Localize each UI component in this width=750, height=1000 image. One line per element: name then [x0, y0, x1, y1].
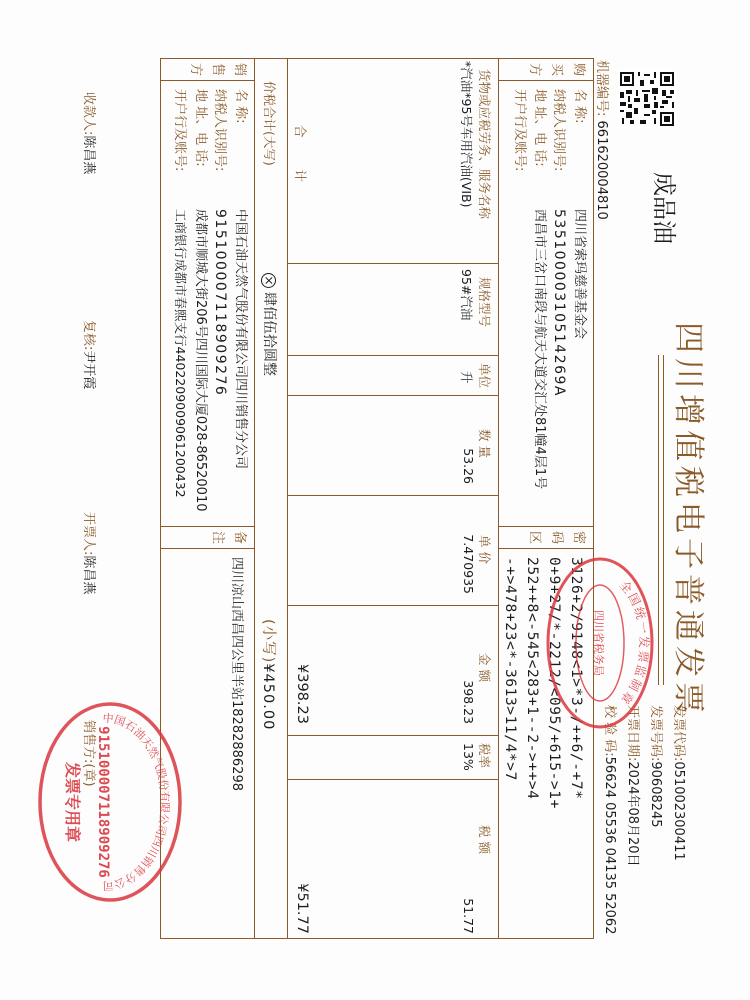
invoice-date-label: 开票日期: — [625, 705, 640, 762]
seller-name-row — [230, 89, 250, 518]
machine-value: 661620004810 — [594, 120, 609, 220]
invoice-code-value: 051002300411 — [671, 761, 686, 861]
machine-number — [594, 60, 613, 220]
cross-circle-icon: × — [261, 273, 276, 288]
payee-label: 收款人: — [81, 92, 96, 136]
goods-divider — [288, 605, 498, 606]
goods-divider — [288, 355, 498, 356]
payee — [81, 92, 100, 174]
check-code-value: 56624 05536 04135 52062 — [602, 756, 617, 935]
tax-seal-text-center: 四川省税务局 — [592, 610, 605, 676]
goods-item-unit: 升 — [459, 371, 474, 384]
remarks-side-label: 备注 — [161, 527, 255, 549]
total-label: 合 计 — [293, 125, 308, 196]
product-tag: 成品油 — [650, 172, 678, 244]
svg-text:中国石油天然气股份有限公司四川销售分公司 — [102, 711, 171, 893]
password-side-label: 密码区 — [499, 527, 594, 549]
seller-block — [161, 81, 255, 527]
buyer-name-row — [569, 89, 589, 518]
total-amount: ¥398.23 — [294, 664, 310, 724]
buyer-side-label: 购买方 — [499, 59, 594, 81]
goods-item-qty: 53.26 — [461, 448, 476, 484]
invoice-number-label: 发票号码: — [648, 705, 663, 762]
seller-addr-row — [190, 89, 210, 518]
goods-item-amount: 398.23 — [461, 680, 476, 724]
invoice-number-value: 90608245 — [648, 761, 663, 828]
seller-tax-row — [210, 89, 230, 518]
reviewer — [81, 320, 100, 389]
password-line: 3126+2/9148<1>*3-/++6/-+7* — [568, 557, 584, 800]
reviewer-label: 复核: — [81, 320, 96, 351]
col-header-price: 单 价 — [477, 535, 492, 564]
title-underline-second — [658, 355, 659, 685]
seller-side-label: 销售方 — [161, 59, 255, 81]
buyer-tax-row — [549, 89, 569, 518]
drawer-name: 陈昌燕 — [81, 555, 96, 595]
title-underline — [663, 355, 664, 685]
buyer-addr-label: 地 址、电 话: — [532, 89, 547, 167]
col-header-unit: 单位 — [477, 363, 492, 389]
seller-seal-tax-id: 915100007118909276 — [95, 726, 111, 878]
grand-total-small-label: (小写) — [260, 619, 276, 664]
buyer-bank-row — [509, 89, 529, 518]
col-header-name: 货物或应税劳务、服务名称 — [477, 69, 492, 220]
seller-name: 中国石油天然气股份有限公司四川销售分公司 — [233, 209, 248, 470]
buyer-name-label: 名 称: — [572, 89, 587, 124]
buyer-addr-row — [529, 89, 549, 518]
buyer-tax-label: 纳税人识别号: — [551, 89, 566, 172]
grand-total-uppercase-row — [260, 273, 280, 376]
total-tax: ¥51.77 — [294, 883, 310, 934]
remarks-text: 四川凉山西昌四公里半站18282886298 — [229, 557, 244, 791]
seller-invoice-seal — [35, 700, 185, 904]
seller-seal-label: 发票专用章 — [63, 761, 82, 843]
invoice-code — [671, 705, 690, 861]
seller-tax-label: 纳税人识别号: — [212, 89, 227, 172]
svg-text:全国统一发票监制章 — [617, 577, 652, 708]
goods-divider — [288, 395, 498, 396]
col-header-spec: 规格型号 — [477, 277, 492, 328]
grand-total-label: 价税合计(大写) — [262, 81, 277, 166]
tax-bureau-seal — [544, 555, 656, 731]
seller-seal-label: 销售方:(章) — [81, 720, 96, 787]
seller-addr: 成都市顺城大街206号四川国际大厦028-86520010 — [193, 209, 208, 512]
goods-item-name: *汽油*95号车用汽油(VIB) — [459, 61, 474, 208]
seller-addr-label: 地 址、电 话: — [193, 89, 208, 167]
drawer — [81, 512, 100, 594]
reviewer-name: 尹开霞 — [81, 350, 96, 390]
check-code — [602, 705, 621, 934]
password-line: 252++8<-545<283+1--2->++>4 — [524, 557, 540, 800]
goods-item-price: 7.470935 — [461, 534, 476, 594]
col-header-rate: 税率 — [477, 743, 492, 769]
invoice-grid — [160, 58, 594, 939]
goods-divider — [288, 263, 498, 264]
goods-block — [288, 59, 499, 939]
goods-item-tax: 51.77 — [461, 898, 476, 934]
seller-bank-row — [170, 89, 190, 518]
seller-bank: 工商银行成都市春熙支行4402209009061200432 — [173, 209, 188, 498]
grand-total-small-row — [259, 619, 280, 730]
goods-item-rate: 13% — [461, 743, 476, 771]
seller-name-label: 名 称: — [233, 89, 248, 124]
goods-divider — [288, 735, 498, 736]
seller-tax-id: 915100007118909276 — [212, 209, 228, 397]
password-line: 0+9+27/*-2212/<095/+615->1+ — [546, 557, 562, 809]
buyer-bank-label: 开户行及账号: — [512, 89, 527, 172]
goods-divider — [288, 779, 498, 780]
buyer-addr: 西昌市三岔口南段与航天大道交汇处81幢4层1号 — [532, 209, 547, 490]
tax-seal-text-top: 全国统一发票监制章 — [616, 577, 651, 709]
password-line: -+>478+23<*-3613>11/4*>7 — [502, 557, 518, 781]
col-header-qty: 数 量 — [477, 429, 492, 458]
grand-total-small: ¥450.00 — [260, 663, 276, 731]
invoice-date-value: 2024年08月20日 — [625, 761, 640, 867]
goods-item-spec: 95#汽油 — [459, 269, 474, 321]
buyer-tax-id: 53510000310514269A — [551, 209, 567, 397]
invoice-code-label: 发票代码: — [671, 705, 686, 762]
check-code-label: 校 验 码: — [602, 705, 617, 757]
machine-label: 机器编号: — [594, 60, 609, 117]
col-header-amount: 金 额 — [477, 653, 492, 682]
buyer-name: 四川省索玛慈善基金会 — [572, 209, 587, 340]
goods-divider — [288, 495, 498, 496]
grand-total-uppercase: 肆佰伍拾圆整 — [261, 292, 277, 376]
seller-seal-company: 中国石油天然气股份有限公司四川销售分公司 — [102, 711, 172, 893]
grand-total-row — [255, 59, 288, 939]
qr-code-icon — [618, 70, 676, 128]
buyer-block — [499, 81, 594, 527]
invoice-title: 四川增值税电子普通发票 — [670, 322, 706, 718]
seller-bank-label: 开户行及账号: — [172, 89, 187, 172]
payee-name: 陈昌燕 — [81, 135, 96, 175]
drawer-label: 开票人: — [81, 512, 96, 556]
col-header-tax: 税 额 — [477, 825, 492, 854]
